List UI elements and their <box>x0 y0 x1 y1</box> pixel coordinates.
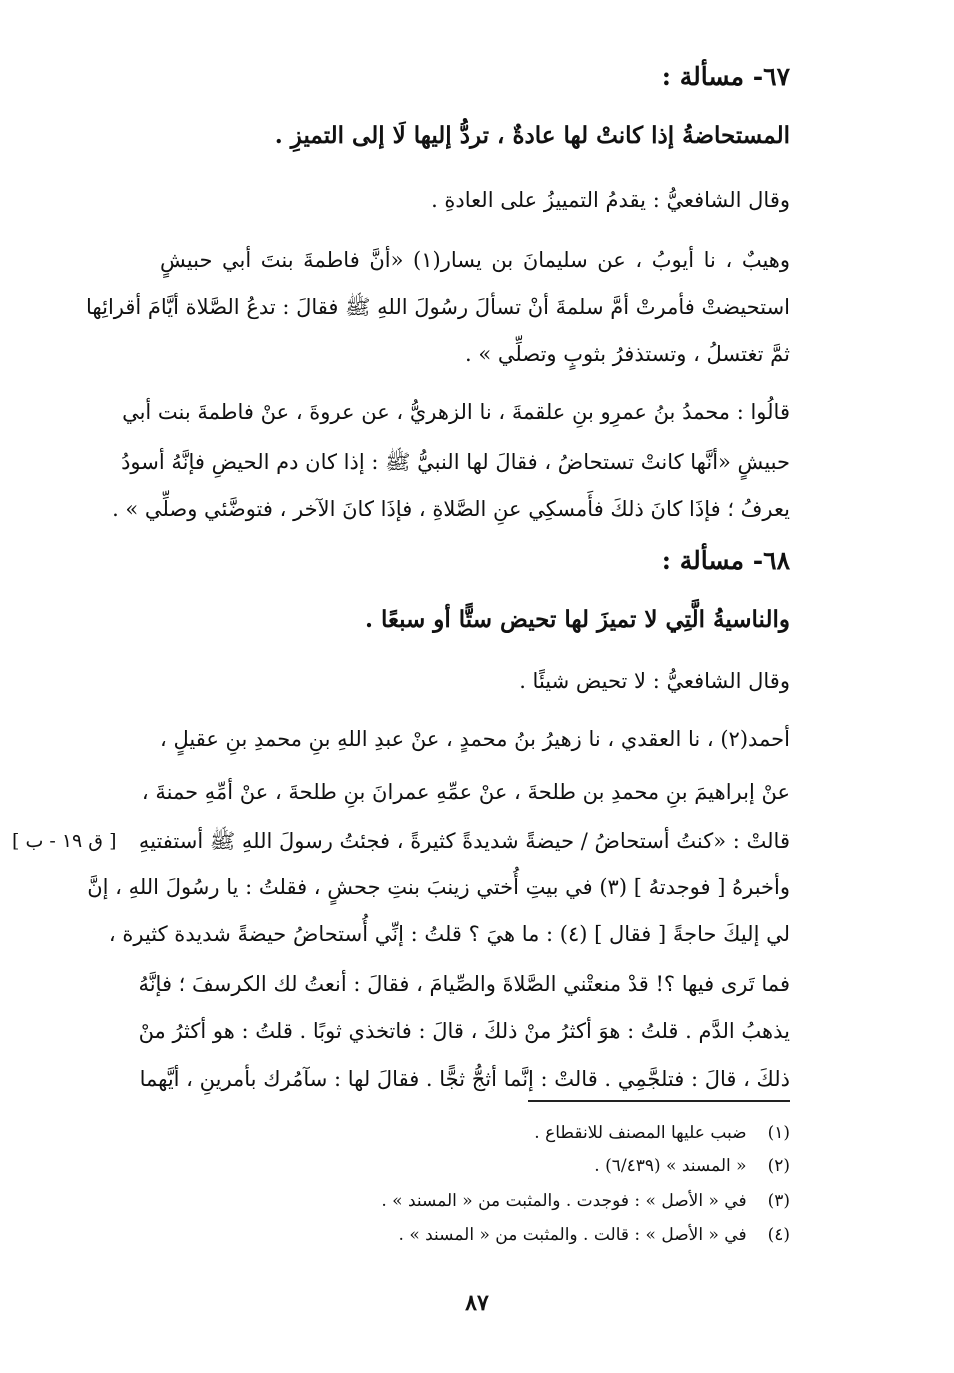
text-line: عنْ إبراهيمَ بنِ محمدِ بن طلحةَ ، عنْ عمِّهِ عمرانَ بنِ طلحةَ ، عنْ أمِّهِ حمنةَ ، <box>141 780 790 804</box>
page-number: ٨٧ <box>465 1290 489 1316</box>
issue-statement-67: المستحاضةُ إذا كانتْ لها عادةٌ ، تردُّ إليها لَا إلى التميزِ . <box>274 122 790 149</box>
footnote-text: « المسند » (٦/٤٣٩) . <box>594 1156 747 1176</box>
issue-statement-68: والناسيةُ الَّتِي لا تميزَ لها تحيض ستًّا أو سبعًا . <box>364 606 790 633</box>
shafii-opinion-68: وقال الشافعيُّ : لا تحيض شيئًا . <box>519 669 790 693</box>
footnote <box>160 1120 790 1146</box>
footnote-divider <box>528 1100 790 1102</box>
text-line: فما تَرى فيها ؟! قدْ منعتْني الصَّلاةَ والصِّيامَ ، فقالَ : أنعتُ لك الكرسفَ ؛ فإنَّهُ <box>138 972 790 996</box>
footnote-number: (١) <box>767 1123 790 1143</box>
footnote-text: ضبب عليها المصنف للانقطاع . <box>534 1123 747 1143</box>
text-line: ذلكَ ، قالَ : فتلجَّمِي . قالتْ : إنَّما أثجُّ ثجًّا . فقالَ لها : سآمُرك بأمرينِ ، أيَّهما <box>139 1067 790 1091</box>
shafii-opinion-67: وقال الشافعيُّ : يقدمُ التمييزُ على العادةِ . <box>431 188 790 212</box>
text-line: وهيبٌ ، نا أيوبُ ، عن سليمانَ بن يسار(١) «أنَّ فاطمةَ بنتَ أبي حبيشٍ <box>160 248 790 272</box>
text-line: قالتْ : «كنتُ أستحاضُ / حيضةً شديدةً كثيرةً ، فجئتُ رسولَ اللهِ ﷺ أستفتيهِ <box>138 829 790 853</box>
text-line: لي إليكَ حاجةً [ فقال ] (٤) : ما هيَ ؟ قلتُ : إنِّي أُستحاضُ حيضةً شديدة كثيرة ، <box>108 922 790 946</box>
section-heading-68: ٦٨- مسألة : <box>661 546 790 575</box>
footnote-number: (٢) <box>767 1156 790 1176</box>
footnote <box>160 1222 790 1248</box>
footnote-text: في « الأصل » : قالت . والمثبت من « المسند » . <box>398 1225 747 1245</box>
footnote-number: (٤) <box>767 1225 790 1245</box>
text-line: يعرفُ ؛ فإذَا كانَ ذلكَ فأَمسكِي عنِ الصَّلاةِ ، فإذَا كانَ الآخر ، فتوضَّئي وصلِّي » . <box>112 497 790 521</box>
manuscript-folio-marker: [ ق ١٩ - ب ] <box>12 830 117 852</box>
text-line: استحيضتْ فأمرتْ أمَّ سلمةَ أنْ تسألَ رسُولَ اللهِ ﷺ فقالَ : تدعُ الصَّلاة أيَّامَ أقرائِها <box>86 295 790 319</box>
footnote <box>160 1153 790 1179</box>
text-line: أحمد(٢) ، نا العقدي ، نا زهيرُ بنُ محمدٍ ، عنْ عبدِ اللهِ بنِ محمدِ بنِ عقيلٍ ، <box>160 727 790 751</box>
text-line: وأخبرهُ [ فوجدتهُ ] (٣) في بيتِ أُختي زينبَ بنتِ جحشٍ ، فقلتُ : يا رسُولَ اللهِ ، إنَّ <box>87 875 790 899</box>
footnote-number: (٣) <box>767 1191 790 1211</box>
text-line: قالُوا : محمدُ بنُ عمرِو بنِ علقمةَ ، نا الزهريُّ ، عن عروةَ ، عنْ فاطمةَ بنت أبي <box>122 400 790 424</box>
section-heading-67: ٦٧- مسألة : <box>661 62 790 91</box>
footnote <box>160 1188 790 1214</box>
footnote-text: في « الأصل » : فوجدت . والمثبت من « المسند » . <box>381 1191 747 1211</box>
text-line: حبيشٍ «أنَّها كانتْ تستحاضُ ، فقالَ لها النبيُّ ﷺ : إذا كان دم الحيضِ فإنَّهُ أسودُ <box>121 450 790 474</box>
text-line: يذهبُ الدَّم . قلتُ : هوَ أكثرُ منْ ذلكَ ، قالَ : فاتخذي ثوبًا . قلتُ : هو أكثرُ منْ <box>138 1019 790 1043</box>
text-line: ثمَّ تغتسلُ ، وتستذفرُ بثوبٍ وتصلِّي » . <box>465 342 790 366</box>
